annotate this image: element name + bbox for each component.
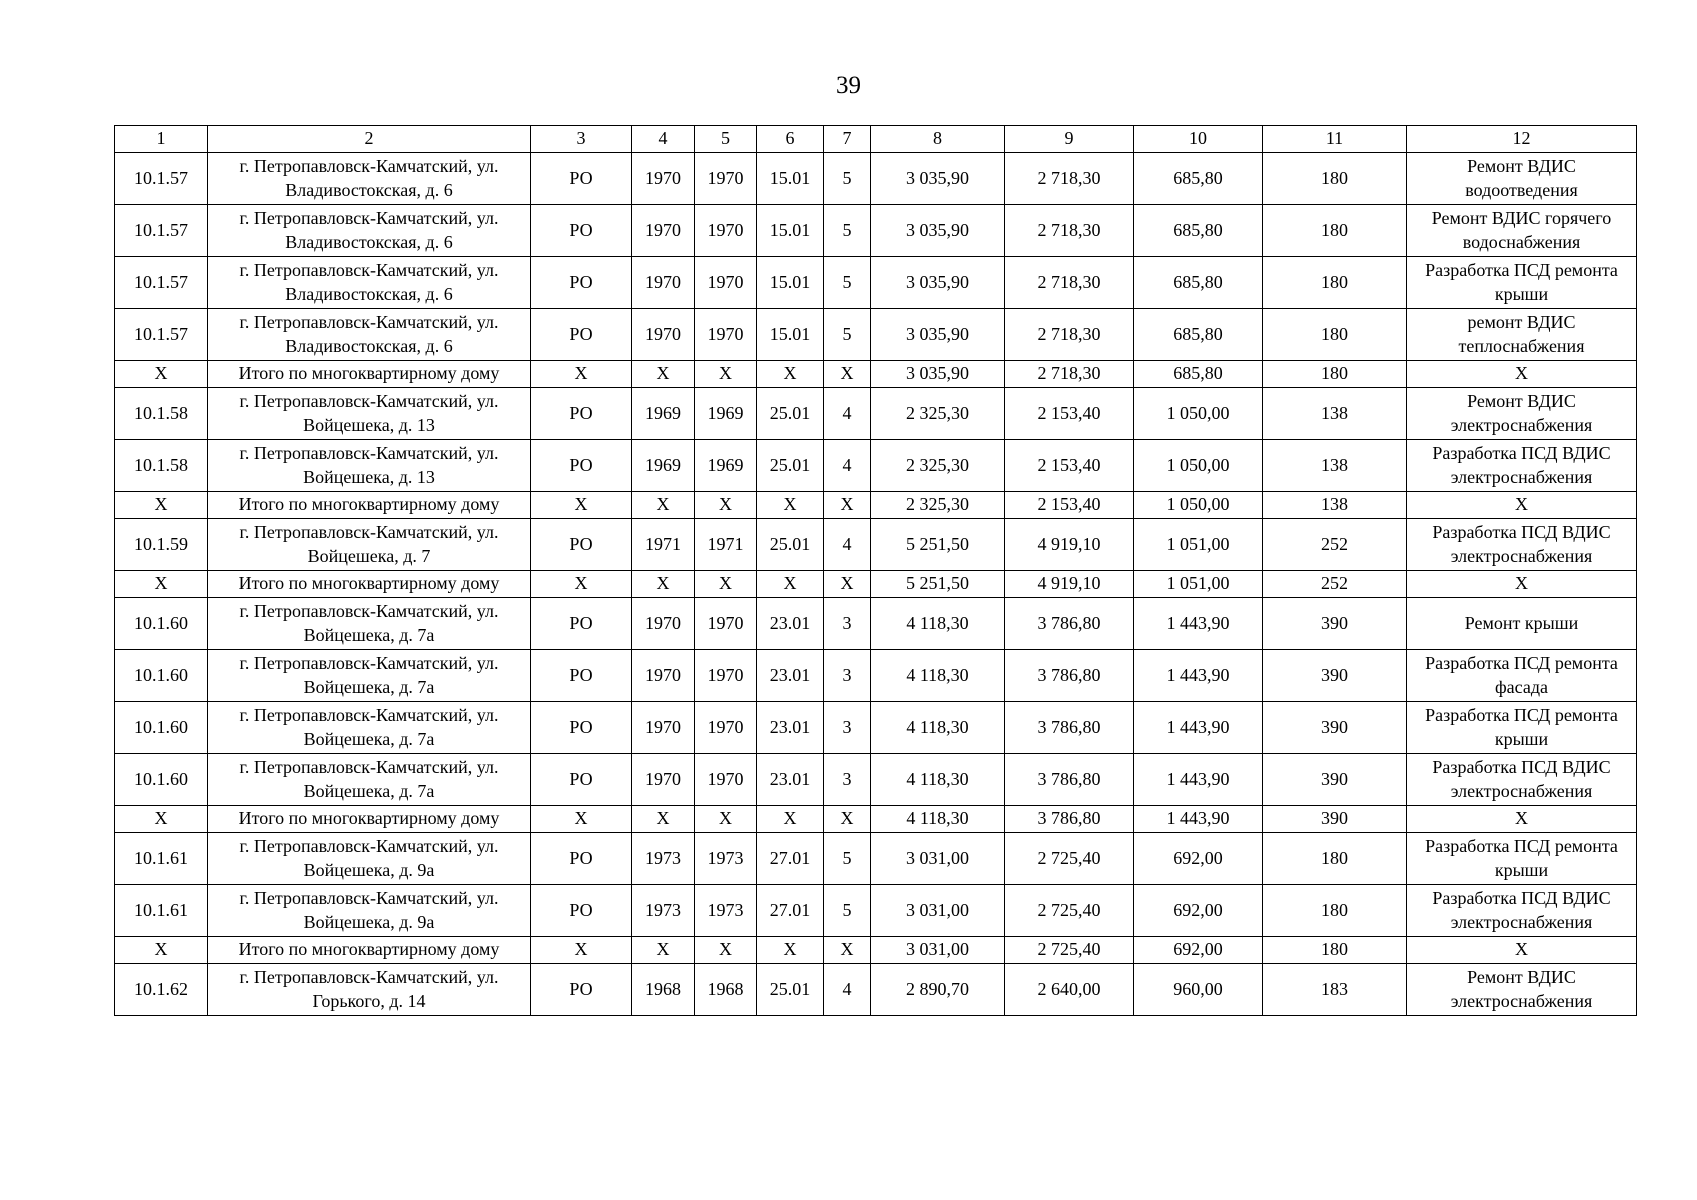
table-row [115, 519, 1637, 571]
cell-commission-year: 1969 [695, 440, 757, 492]
cell-commission-year: 1970 [695, 205, 757, 257]
cell-nonliving-area: 1 443,90 [1134, 702, 1263, 754]
cell-floors: X [824, 806, 871, 833]
cell-living-area: 3 786,80 [1005, 806, 1134, 833]
cell-residents: 252 [1263, 519, 1407, 571]
cell-item-number: 10.1.61 [115, 833, 208, 885]
column-header: 10 [1134, 126, 1263, 153]
table-row [115, 205, 1637, 257]
cell-address: Итого по многоквартирному дому [208, 361, 531, 388]
cell-wall-code: 25.01 [757, 388, 824, 440]
cell-build-year: 1968 [632, 964, 695, 1016]
cell-residents: 180 [1263, 153, 1407, 205]
cell-nonliving-area: 1 443,90 [1134, 650, 1263, 702]
cell-item-number: 10.1.57 [115, 257, 208, 309]
cell-work-type: X [1407, 361, 1637, 388]
cell-commission-year: X [695, 937, 757, 964]
cell-build-year: 1970 [632, 754, 695, 806]
cell-residents: 180 [1263, 205, 1407, 257]
cell-living-area: 2 153,40 [1005, 492, 1134, 519]
column-header: 4 [632, 126, 695, 153]
cell-living-area: 2 718,30 [1005, 309, 1134, 361]
cell-living-area: 2 153,40 [1005, 388, 1134, 440]
cell-owner-type: X [531, 571, 632, 598]
cell-owner-type: РО [531, 388, 632, 440]
cell-item-number: 10.1.61 [115, 885, 208, 937]
cell-owner-type: РО [531, 885, 632, 937]
cell-build-year: 1970 [632, 650, 695, 702]
cell-work-type: Ремонт крыши [1407, 598, 1637, 650]
cell-wall-code: 25.01 [757, 964, 824, 1016]
cell-work-type: Разработка ПСД ремонта фасада [1407, 650, 1637, 702]
cell-floors: 3 [824, 702, 871, 754]
cell-build-year: 1970 [632, 598, 695, 650]
cell-item-number: 10.1.57 [115, 153, 208, 205]
cell-address: г. Петропавловск-Камчатский, ул. Войцешека, д. 7а [208, 598, 531, 650]
cell-item-number: X [115, 571, 208, 598]
cell-wall-code: 23.01 [757, 702, 824, 754]
column-header: 12 [1407, 126, 1637, 153]
cell-living-area: 2 725,40 [1005, 833, 1134, 885]
cell-work-type: X [1407, 492, 1637, 519]
cell-address: г. Петропавловск-Камчатский, ул. Войцешека, д. 7а [208, 650, 531, 702]
cell-build-year: X [632, 492, 695, 519]
column-header: 2 [208, 126, 531, 153]
cell-living-area: 2 640,00 [1005, 964, 1134, 1016]
cell-address: г. Петропавловск-Камчатский, ул. Войцешека, д. 13 [208, 388, 531, 440]
cell-owner-type: X [531, 806, 632, 833]
cell-nonliving-area: 1 050,00 [1134, 492, 1263, 519]
cell-floors: 4 [824, 388, 871, 440]
cell-floors: 3 [824, 754, 871, 806]
cell-nonliving-area: 692,00 [1134, 937, 1263, 964]
cell-floors: 5 [824, 309, 871, 361]
cell-nonliving-area: 960,00 [1134, 964, 1263, 1016]
cell-living-area: 2 153,40 [1005, 440, 1134, 492]
cell-item-number: 10.1.62 [115, 964, 208, 1016]
cell-total-area: 3 035,90 [871, 257, 1005, 309]
cell-work-type: Ремонт ВДИС электроснабжения [1407, 964, 1637, 1016]
cell-living-area: 3 786,80 [1005, 598, 1134, 650]
cell-nonliving-area: 685,80 [1134, 309, 1263, 361]
cell-total-area: 2 325,30 [871, 388, 1005, 440]
cell-build-year: X [632, 361, 695, 388]
cell-wall-code: 23.01 [757, 754, 824, 806]
cell-total-area: 5 251,50 [871, 571, 1005, 598]
cell-residents: 138 [1263, 492, 1407, 519]
table-row [115, 964, 1637, 1016]
cell-build-year: 1969 [632, 440, 695, 492]
cell-floors: 5 [824, 153, 871, 205]
cell-living-area: 2 718,30 [1005, 153, 1134, 205]
cell-work-type: Ремонт ВДИС электроснабжения [1407, 388, 1637, 440]
cell-wall-code: X [757, 571, 824, 598]
cell-address: г. Петропавловск-Камчатский, ул. Владивостокская, д. 6 [208, 257, 531, 309]
cell-address: г. Петропавловск-Камчатский, ул. Владивостокская, д. 6 [208, 205, 531, 257]
total-row [115, 361, 1637, 388]
cell-commission-year: 1970 [695, 257, 757, 309]
cell-floors: 4 [824, 440, 871, 492]
cell-floors: X [824, 571, 871, 598]
total-row [115, 937, 1637, 964]
cell-residents: 390 [1263, 650, 1407, 702]
cell-work-type: X [1407, 806, 1637, 833]
cell-commission-year: 1970 [695, 309, 757, 361]
cell-nonliving-area: 1 443,90 [1134, 754, 1263, 806]
cell-living-area: 3 786,80 [1005, 702, 1134, 754]
cell-item-number: X [115, 492, 208, 519]
cell-total-area: 3 035,90 [871, 361, 1005, 388]
cell-wall-code: 15.01 [757, 153, 824, 205]
cell-item-number: 10.1.57 [115, 309, 208, 361]
cell-commission-year: X [695, 361, 757, 388]
cell-total-area: 4 118,30 [871, 754, 1005, 806]
cell-residents: 180 [1263, 257, 1407, 309]
cell-address: г. Петропавловск-Камчатский, ул. Войцешека, д. 7а [208, 702, 531, 754]
table-row [115, 309, 1637, 361]
cell-owner-type: РО [531, 833, 632, 885]
table-row [115, 598, 1637, 650]
table-row [115, 885, 1637, 937]
cell-address: Итого по многоквартирному дому [208, 492, 531, 519]
cell-build-year: 1970 [632, 257, 695, 309]
cell-owner-type: РО [531, 754, 632, 806]
column-header: 6 [757, 126, 824, 153]
cell-wall-code: X [757, 361, 824, 388]
cell-wall-code: X [757, 806, 824, 833]
cell-living-area: 3 786,80 [1005, 754, 1134, 806]
cell-item-number: X [115, 806, 208, 833]
cell-nonliving-area: 1 051,00 [1134, 571, 1263, 598]
cell-total-area: 2 325,30 [871, 440, 1005, 492]
cell-build-year: 1973 [632, 833, 695, 885]
cell-commission-year: 1971 [695, 519, 757, 571]
table-row [115, 257, 1637, 309]
cell-work-type: X [1407, 571, 1637, 598]
table-row [115, 702, 1637, 754]
cell-total-area: 4 118,30 [871, 806, 1005, 833]
cell-work-type: ремонт ВДИС теплоснабжения [1407, 309, 1637, 361]
column-header: 3 [531, 126, 632, 153]
cell-owner-type: РО [531, 153, 632, 205]
column-header: 11 [1263, 126, 1407, 153]
cell-wall-code: 25.01 [757, 440, 824, 492]
cell-item-number: X [115, 937, 208, 964]
cell-nonliving-area: 1 050,00 [1134, 440, 1263, 492]
cell-item-number: 10.1.58 [115, 388, 208, 440]
cell-wall-code: 15.01 [757, 309, 824, 361]
cell-item-number: 10.1.60 [115, 702, 208, 754]
cell-nonliving-area: 1 051,00 [1134, 519, 1263, 571]
page-number: 39 [836, 72, 861, 99]
column-number-row [115, 126, 1637, 153]
cell-work-type: Разработка ПСД ремонта крыши [1407, 257, 1637, 309]
cell-residents: 252 [1263, 571, 1407, 598]
cell-commission-year: 1970 [695, 702, 757, 754]
cell-owner-type: X [531, 492, 632, 519]
table-row [115, 153, 1637, 205]
cell-address: г. Петропавловск-Камчатский, ул. Владивостокская, д. 6 [208, 153, 531, 205]
cell-living-area: 2 718,30 [1005, 257, 1134, 309]
cell-residents: 138 [1263, 388, 1407, 440]
cell-wall-code: 23.01 [757, 650, 824, 702]
table-row [115, 388, 1637, 440]
cell-item-number: 10.1.58 [115, 440, 208, 492]
cell-floors: 4 [824, 519, 871, 571]
cell-owner-type: РО [531, 702, 632, 754]
cell-build-year: 1970 [632, 309, 695, 361]
cell-owner-type: РО [531, 205, 632, 257]
table-body [115, 153, 1637, 1016]
cell-residents: 390 [1263, 702, 1407, 754]
cell-owner-type: РО [531, 519, 632, 571]
cell-item-number: 10.1.60 [115, 754, 208, 806]
cell-residents: 180 [1263, 309, 1407, 361]
cell-floors: 5 [824, 257, 871, 309]
cell-build-year: X [632, 937, 695, 964]
cell-work-type: Ремонт ВДИС водоотведения [1407, 153, 1637, 205]
cell-commission-year: 1970 [695, 598, 757, 650]
cell-work-type: Разработка ПСД ремонта крыши [1407, 702, 1637, 754]
cell-residents: 180 [1263, 361, 1407, 388]
cell-build-year: 1970 [632, 702, 695, 754]
cell-commission-year: 1970 [695, 153, 757, 205]
cell-wall-code: X [757, 492, 824, 519]
cell-address: г. Петропавловск-Камчатский, ул. Войцешека, д. 13 [208, 440, 531, 492]
cell-total-area: 3 035,90 [871, 205, 1005, 257]
cell-commission-year: 1973 [695, 833, 757, 885]
cell-commission-year: 1968 [695, 964, 757, 1016]
cell-wall-code: 15.01 [757, 205, 824, 257]
cell-floors: X [824, 492, 871, 519]
cell-address: г. Петропавловск-Камчатский, ул. Войцешека, д. 9а [208, 885, 531, 937]
cell-work-type: Разработка ПСД ВДИС электроснабжения [1407, 754, 1637, 806]
table-row [115, 833, 1637, 885]
cell-work-type: Разработка ПСД ВДИС электроснабжения [1407, 440, 1637, 492]
cell-total-area: 4 118,30 [871, 702, 1005, 754]
cell-commission-year: 1969 [695, 388, 757, 440]
cell-commission-year: X [695, 492, 757, 519]
table-row [115, 754, 1637, 806]
cell-total-area: 3 035,90 [871, 153, 1005, 205]
cell-wall-code: 23.01 [757, 598, 824, 650]
cell-living-area: 4 919,10 [1005, 519, 1134, 571]
cell-living-area: 2 718,30 [1005, 205, 1134, 257]
cell-nonliving-area: 685,80 [1134, 205, 1263, 257]
cell-floors: 5 [824, 885, 871, 937]
column-header: 1 [115, 126, 208, 153]
total-row [115, 571, 1637, 598]
cell-build-year: X [632, 806, 695, 833]
cell-floors: 5 [824, 205, 871, 257]
cell-wall-code: X [757, 937, 824, 964]
cell-nonliving-area: 1 443,90 [1134, 598, 1263, 650]
cell-work-type: X [1407, 937, 1637, 964]
cell-residents: 180 [1263, 885, 1407, 937]
cell-wall-code: 15.01 [757, 257, 824, 309]
cell-address: Итого по многоквартирному дому [208, 937, 531, 964]
cell-item-number: 10.1.60 [115, 598, 208, 650]
total-row [115, 806, 1637, 833]
cell-total-area: 3 031,00 [871, 937, 1005, 964]
cell-item-number: X [115, 361, 208, 388]
cell-owner-type: X [531, 361, 632, 388]
cell-build-year: 1973 [632, 885, 695, 937]
cell-living-area: 4 919,10 [1005, 571, 1134, 598]
cell-total-area: 3 031,00 [871, 885, 1005, 937]
cell-living-area: 2 718,30 [1005, 361, 1134, 388]
cell-item-number: 10.1.57 [115, 205, 208, 257]
cell-residents: 180 [1263, 833, 1407, 885]
cell-work-type: Разработка ПСД ремонта крыши [1407, 833, 1637, 885]
cell-floors: 5 [824, 833, 871, 885]
cell-build-year: 1969 [632, 388, 695, 440]
cell-living-area: 3 786,80 [1005, 650, 1134, 702]
cell-wall-code: 27.01 [757, 885, 824, 937]
cell-owner-type: РО [531, 650, 632, 702]
cell-work-type: Разработка ПСД ВДИС электроснабжения [1407, 885, 1637, 937]
cell-nonliving-area: 1 050,00 [1134, 388, 1263, 440]
repair-program-table [114, 125, 1637, 1016]
cell-commission-year: 1970 [695, 650, 757, 702]
cell-owner-type: РО [531, 257, 632, 309]
cell-work-type: Ремонт ВДИС горячего водоснабжения [1407, 205, 1637, 257]
cell-owner-type: РО [531, 964, 632, 1016]
cell-address: г. Петропавловск-Камчатский, ул. Горького, д. 14 [208, 964, 531, 1016]
cell-address: г. Петропавловск-Камчатский, ул. Войцешека, д. 9а [208, 833, 531, 885]
cell-address: г. Петропавловск-Камчатский, ул. Войцешека, д. 7а [208, 754, 531, 806]
cell-residents: 390 [1263, 598, 1407, 650]
cell-owner-type: РО [531, 598, 632, 650]
cell-commission-year: 1970 [695, 754, 757, 806]
cell-address: г. Петропавловск-Камчатский, ул. Войцешека, д. 7 [208, 519, 531, 571]
cell-living-area: 2 725,40 [1005, 937, 1134, 964]
cell-owner-type: X [531, 937, 632, 964]
cell-nonliving-area: 685,80 [1134, 257, 1263, 309]
column-header: 5 [695, 126, 757, 153]
cell-owner-type: РО [531, 440, 632, 492]
cell-total-area: 3 031,00 [871, 833, 1005, 885]
cell-wall-code: 25.01 [757, 519, 824, 571]
cell-owner-type: РО [531, 309, 632, 361]
cell-item-number: 10.1.59 [115, 519, 208, 571]
cell-build-year: 1970 [632, 153, 695, 205]
cell-total-area: 5 251,50 [871, 519, 1005, 571]
column-header: 8 [871, 126, 1005, 153]
cell-commission-year: X [695, 571, 757, 598]
cell-commission-year: X [695, 806, 757, 833]
cell-floors: X [824, 361, 871, 388]
cell-work-type: Разработка ПСД ВДИС электроснабжения [1407, 519, 1637, 571]
cell-build-year: X [632, 571, 695, 598]
cell-floors: X [824, 937, 871, 964]
cell-residents: 390 [1263, 806, 1407, 833]
cell-nonliving-area: 692,00 [1134, 885, 1263, 937]
cell-floors: 4 [824, 964, 871, 1016]
cell-residents: 180 [1263, 937, 1407, 964]
table-row [115, 440, 1637, 492]
cell-residents: 390 [1263, 754, 1407, 806]
cell-nonliving-area: 685,80 [1134, 153, 1263, 205]
cell-total-area: 4 118,30 [871, 650, 1005, 702]
cell-build-year: 1970 [632, 205, 695, 257]
cell-floors: 3 [824, 598, 871, 650]
cell-wall-code: 27.01 [757, 833, 824, 885]
total-row [115, 492, 1637, 519]
cell-total-area: 2 890,70 [871, 964, 1005, 1016]
table-row [115, 650, 1637, 702]
cell-floors: 3 [824, 650, 871, 702]
cell-total-area: 3 035,90 [871, 309, 1005, 361]
cell-total-area: 4 118,30 [871, 598, 1005, 650]
cell-living-area: 2 725,40 [1005, 885, 1134, 937]
cell-residents: 138 [1263, 440, 1407, 492]
cell-residents: 183 [1263, 964, 1407, 1016]
column-header: 9 [1005, 126, 1134, 153]
cell-nonliving-area: 692,00 [1134, 833, 1263, 885]
cell-address: Итого по многоквартирному дому [208, 571, 531, 598]
cell-address: г. Петропавловск-Камчатский, ул. Владивостокская, д. 6 [208, 309, 531, 361]
cell-item-number: 10.1.60 [115, 650, 208, 702]
cell-commission-year: 1973 [695, 885, 757, 937]
cell-address: Итого по многоквартирному дому [208, 806, 531, 833]
cell-nonliving-area: 685,80 [1134, 361, 1263, 388]
cell-total-area: 2 325,30 [871, 492, 1005, 519]
cell-nonliving-area: 1 443,90 [1134, 806, 1263, 833]
column-header: 7 [824, 126, 871, 153]
cell-build-year: 1971 [632, 519, 695, 571]
